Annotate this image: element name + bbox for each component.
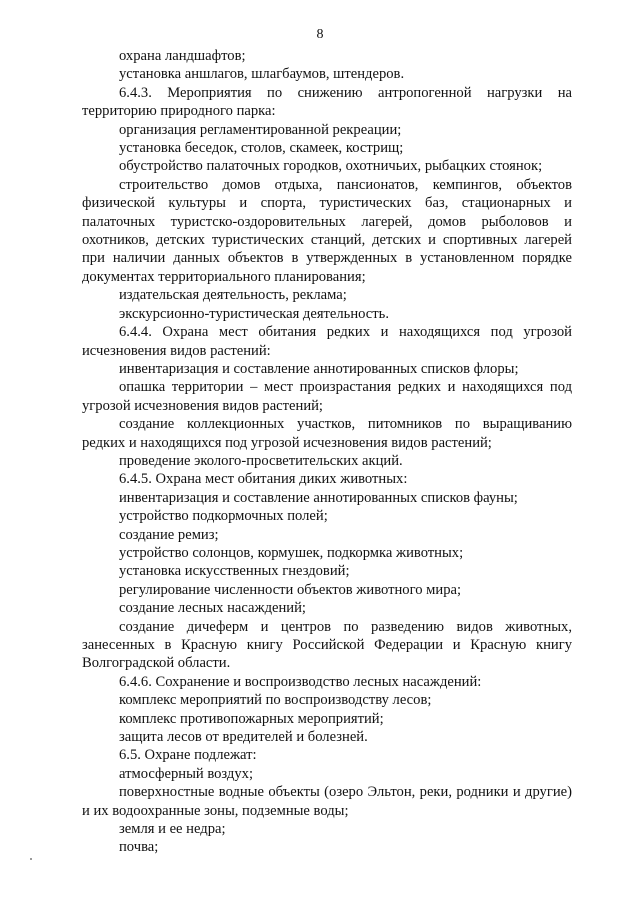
paragraph: инвентаризация и составление аннотированных списков фауны; — [119, 489, 518, 506]
paragraph: создание лесных насаждений; — [119, 600, 306, 617]
paragraph: издательская деятельность, реклама; — [119, 287, 347, 304]
paragraph: регулирование численности объектов животного мира; — [119, 581, 462, 598]
section-heading-6-4-4: 6.4.4. Охрана мест обитания редких и находящихся под угрозой исчезновения видов растений: — [82, 324, 572, 359]
paragraph: опашка территории – мест произрастания редких и находящихся под угрозой исчезновения видов растений; — [82, 379, 572, 414]
paragraph: земля и ее недра; — [119, 821, 226, 838]
paragraph: комплекс мероприятий по воспроизводству лесов; — [119, 692, 432, 709]
section-heading-6-4-5: 6.4.5. Охрана мест обитания диких животных: — [119, 471, 408, 488]
section-heading-6-4-3: 6.4.3. Мероприятия по снижению антропогенной нагрузки на территорию природного парка: — [82, 84, 572, 120]
paragraph: проведение эколого-просветительских акций. — [119, 452, 403, 469]
paragraph: организация регламентированной рекреации; — [119, 121, 402, 138]
paragraph: установка аншлагов, шлагбаумов, штендеров. — [119, 66, 405, 83]
paragraph: экскурсионно-туристическая деятельность. — [119, 305, 389, 322]
document-body — [82, 47, 572, 857]
paragraph: обустройство палаточных городков, охотничьих, рыбацких стоянок; — [119, 158, 543, 175]
page-number: 8 — [316, 27, 324, 42]
paragraph: создание ремиз; — [119, 526, 219, 543]
paragraph: комплекс противопожарных мероприятий; — [119, 710, 384, 727]
paragraph: устройство солонцов, кормушек, подкормка животных; — [119, 544, 464, 561]
paragraph: защита лесов от вредителей и болезней. — [119, 729, 368, 746]
paragraph: создание коллекционных участков, питомников по выращиванию редких и находящихся под угрозой исчезновения видов растений; — [82, 416, 572, 451]
section-heading-6-5: 6.5. Охране подлежат: — [119, 747, 257, 764]
paragraph: установка искусственных гнездовий; — [119, 563, 350, 580]
paragraph: почва; — [119, 839, 159, 856]
paragraph: строительство домов отдыха, пансионатов, кемпингов, объектов физической культуры и спорта, туристических баз, стационарных и палаточных туристско-оздоровительных лагерей, домов рыболовов и охотников, детских туристических станций, детских и спортивных лагерей при наличии данных объектов в утвержденных в установленном порядке документах территориального планирования; — [82, 176, 572, 285]
paragraph: устройство подкормочных полей; — [119, 508, 328, 525]
paragraph: охрана ландшафтов; — [119, 48, 246, 64]
paragraph: поверхностные водные объекты (озеро Эльтон, реки, родники и другие) и их водоохранные зоны, подземные воды; — [82, 784, 572, 819]
paragraph: создание дичеферм и центров по разведению видов животных, занесенных в Красную книгу Российской Федерации и Красную книгу Волгоградской области. — [82, 618, 572, 672]
paragraph: установка беседок, столов, скамеек, кострищ; — [119, 140, 404, 157]
paragraph: атмосферный воздух; — [119, 765, 253, 782]
paragraph: инвентаризация и составление аннотированных списков флоры; — [119, 360, 519, 377]
section-heading-6-4-6: 6.4.6. Сохранение и воспроизводство лесных насаждений: — [119, 673, 482, 690]
scan-speck — [30, 858, 32, 860]
